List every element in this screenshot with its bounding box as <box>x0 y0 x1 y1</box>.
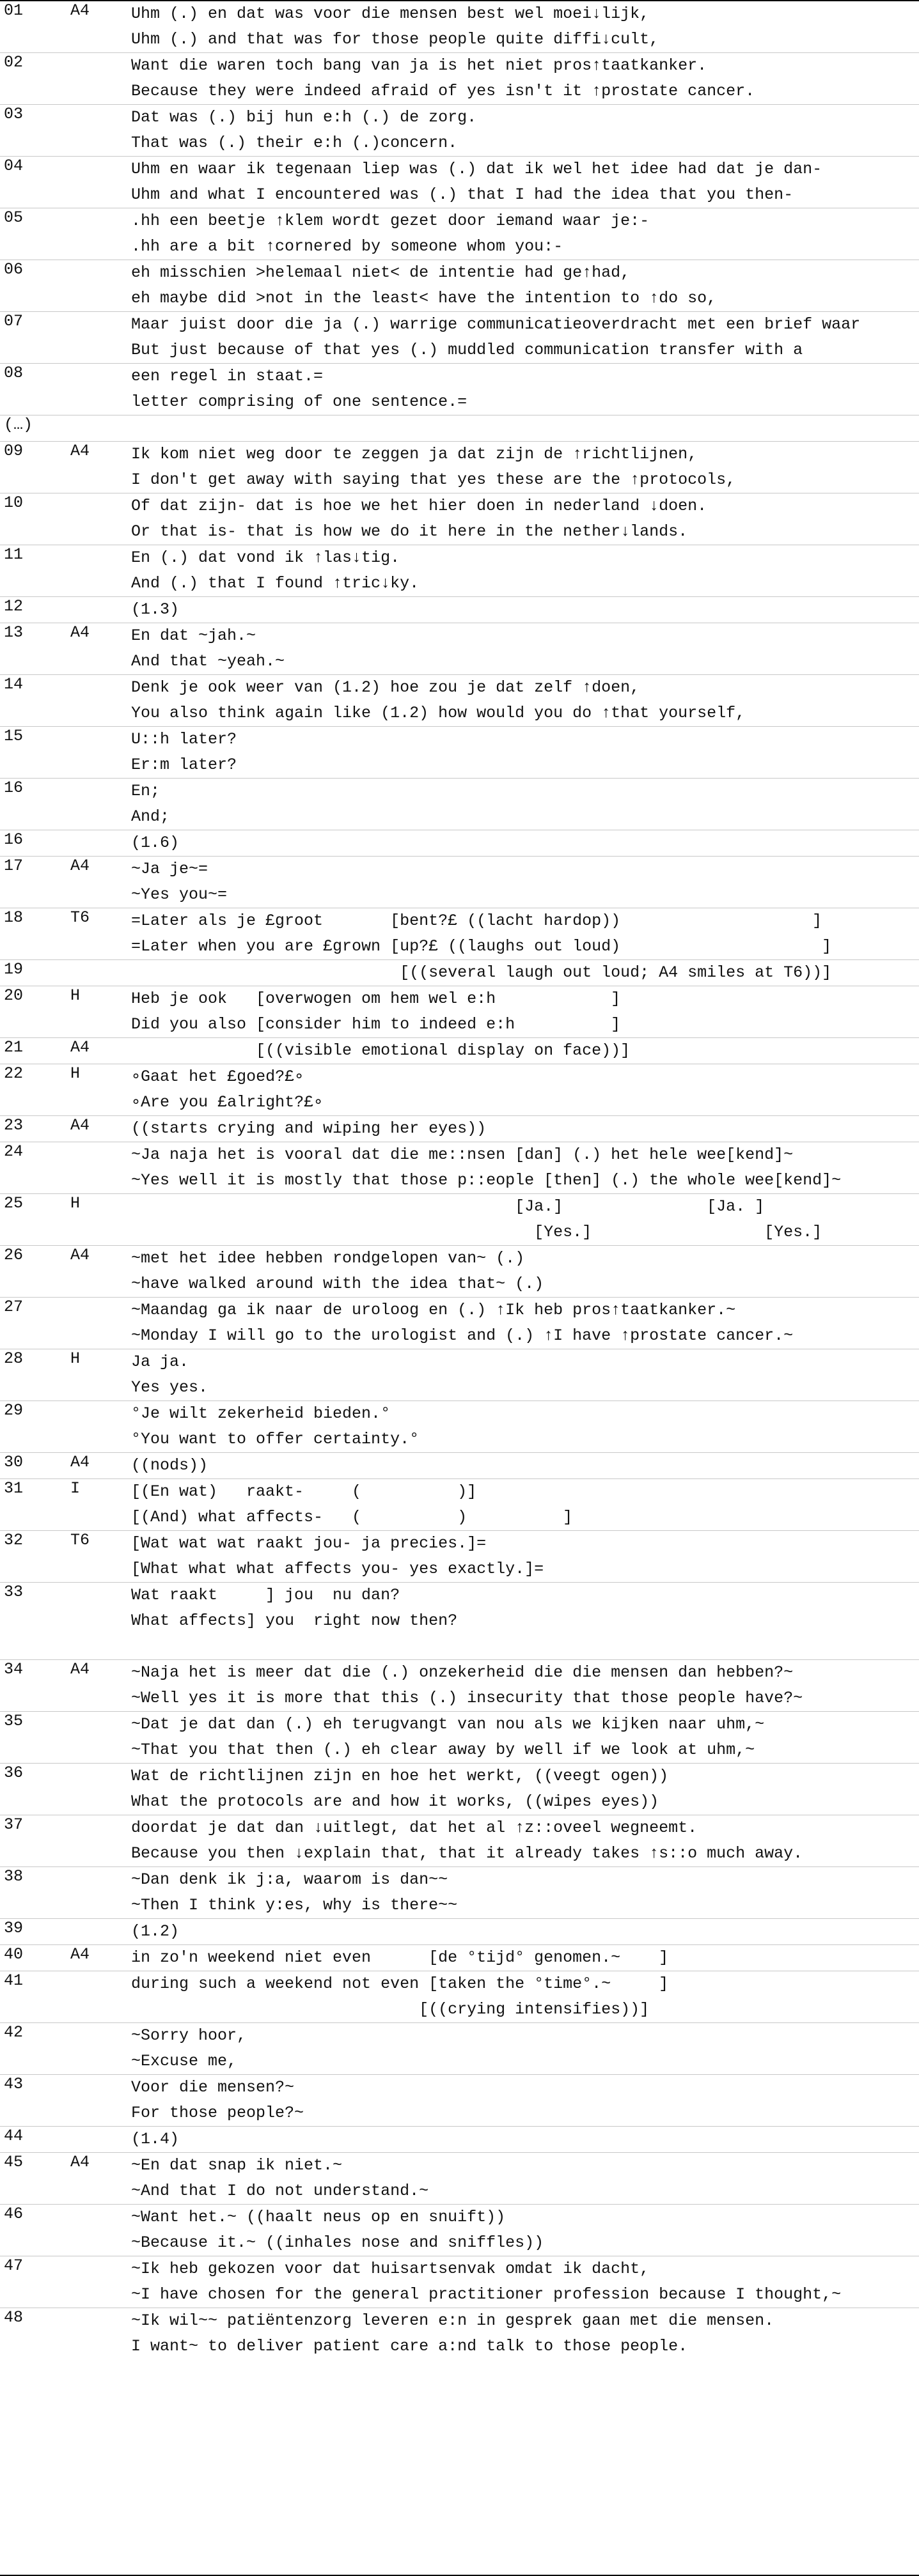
line-number: 15 <box>4 727 24 745</box>
line-number: 41 <box>4 1971 24 1990</box>
utterance <box>131 779 919 830</box>
utterance-original: °Je wilt zekerheid bieden.° <box>131 1404 391 1423</box>
utterance-original: [((several laugh out loud; A4 smiles at T6))] <box>131 963 832 982</box>
transcript-row <box>0 1711 919 1763</box>
transcript-row <box>0 908 919 959</box>
line-number: 25 <box>4 1194 24 1213</box>
speaker-label <box>61 1401 131 1452</box>
utterance <box>131 1349 919 1401</box>
utterance-original: ~Ik wil~~ patiëntenzorg leveren e:n in gesprek gaan met die mensen. <box>131 2311 774 2330</box>
line-number: 13 <box>4 623 24 642</box>
transcript-row <box>0 1245 919 1297</box>
utterance-line: ~That you that then (.) eh clear away by well if we look at uhm,~ <box>131 1741 755 1759</box>
transcript-row <box>0 1064 919 1115</box>
transcript-row <box>0 856 919 908</box>
speaker-label <box>61 208 131 260</box>
utterance-original: Want die waren toch bang van ja is het niet pros↑taatkanker. <box>131 56 707 75</box>
line-number: 21 <box>4 1038 24 1057</box>
utterance-original: Ik kom niet weg door te zeggen ja dat zijn de ↑richtlijnen, <box>131 445 698 463</box>
speaker-label: A4 <box>70 1945 90 1964</box>
utterance-original <box>131 415 919 441</box>
utterance <box>131 1064 919 1115</box>
transcript-row <box>0 959 919 986</box>
line-number: 05 <box>4 208 24 227</box>
utterance-original: ~Ja je~= <box>131 860 208 878</box>
transcript-row <box>0 260 919 311</box>
speaker-label: T6 <box>70 908 90 927</box>
speaker-label <box>61 597 131 623</box>
utterance-original: (1.3) <box>131 600 180 619</box>
utterance <box>131 1038 919 1064</box>
transcript-row <box>0 1971 919 2022</box>
speaker-label <box>61 1298 131 1349</box>
speaker-label <box>61 2127 131 2152</box>
utterance-original: ((starts crying and wiping her eyes)) <box>131 1119 487 1138</box>
transcript-row <box>0 2256 919 2308</box>
utterance <box>131 415 919 441</box>
utterance-line: Or that is- that is how we do it here in the nether↓lands. <box>131 522 688 541</box>
utterance <box>131 1660 919 1711</box>
transcript-row <box>0 104 919 156</box>
utterance <box>131 442 919 493</box>
utterance <box>131 857 919 908</box>
utterance-original: Maar juist door die ja (.) warrige communicatieoverdracht met een brief waar <box>131 315 861 334</box>
line-number: 16 <box>4 779 24 797</box>
utterance-original: (1.4) <box>131 2130 180 2148</box>
line-number: 14 <box>4 675 24 694</box>
utterance-line: And; <box>131 807 170 826</box>
utterance-line: Uhm and what I encountered was (.) that I had the idea that you then- <box>131 185 794 204</box>
line-number: 22 <box>4 1064 24 1083</box>
utterance-original: Ja ja. <box>131 1353 189 1371</box>
utterance <box>131 545 919 596</box>
speaker-label <box>61 2075 131 2126</box>
speaker-label <box>61 364 131 415</box>
speaker-label <box>61 415 131 441</box>
utterance <box>131 1712 919 1763</box>
utterance-original: Wat de richtlijnen zijn en hoe het werkt, ((veegt ogen)) <box>131 1767 669 1785</box>
speaker-label: A4 <box>70 442 90 460</box>
speaker-label <box>61 2256 131 2308</box>
utterance-original: ∘Gaat het £goed?£∘ <box>131 1067 304 1086</box>
utterance-line: You also think again like (1.2) how would you do ↑that yourself, <box>131 704 746 722</box>
utterance <box>131 2205 919 2256</box>
speaker-label <box>61 493 131 545</box>
utterance-line: I don't get away with saying that yes these are the ↑protocols, <box>131 470 736 489</box>
utterance-line: What the protocols are and how it works, ((wipes eyes)) <box>131 1792 659 1811</box>
utterance-original: Uhm (.) en dat was voor die mensen best wel moei↓lijk, <box>131 4 650 23</box>
speaker-label <box>61 53 131 104</box>
utterance <box>131 1764 919 1815</box>
speaker-label <box>61 960 131 986</box>
transcript-row <box>0 1037 919 1064</box>
speaker-label <box>61 727 131 778</box>
line-number: 10 <box>4 493 24 512</box>
utterance <box>131 1116 919 1142</box>
utterance <box>131 1 919 52</box>
speaker-label: H <box>70 986 81 1005</box>
transcript-row <box>0 1478 919 1530</box>
utterance-original: (1.6) <box>131 834 180 852</box>
utterance-line: [(And) what affects- ( ) ] <box>131 1508 573 1526</box>
utterance-original: eh misschien >helemaal niet< de intentie had ge↑had, <box>131 263 631 282</box>
utterance <box>131 1971 919 2022</box>
utterance-line: I want~ to deliver patient care a:nd talk to those people. <box>131 2337 688 2355</box>
transcript-row <box>0 545 919 596</box>
speaker-label <box>61 1712 131 1763</box>
transcript-row <box>0 1582 919 1659</box>
line-number: 39 <box>4 1919 24 1937</box>
utterance <box>131 1583 919 1659</box>
line-number: 04 <box>4 157 24 175</box>
line-number: 03 <box>4 105 24 123</box>
utterance-line: [((crying intensifies))] <box>131 2000 650 2019</box>
speaker-label <box>61 1815 131 1866</box>
utterance <box>131 1945 919 1971</box>
transcript-row <box>0 52 919 104</box>
utterance-line: ~Yes you~= <box>131 885 228 904</box>
utterance <box>131 1194 919 1245</box>
line-number: 38 <box>4 1867 24 1886</box>
utterance-line: ~I have chosen for the general practitioner profession because I thought,~ <box>131 2285 842 2304</box>
line-number: 47 <box>4 2256 24 2275</box>
utterance-line: °You want to offer certainty.° <box>131 1430 420 1448</box>
utterance-line: And (.) that I found ↑tric↓ky. <box>131 574 420 593</box>
utterance-original: .hh een beetje ↑klem wordt gezet door iemand waar je:- <box>131 212 650 230</box>
speaker-label <box>61 2308 131 2359</box>
utterance-line: ~have walked around with the idea that~ (.) <box>131 1275 544 1293</box>
line-number: 27 <box>4 1298 24 1316</box>
utterance <box>131 830 919 856</box>
speaker-label <box>61 1971 131 2022</box>
transcript-row <box>0 1193 919 1245</box>
utterance-line <box>131 1634 919 1659</box>
utterance-line: [Yes.] [Yes.] <box>131 1223 822 1241</box>
transcript-row <box>0 1452 919 1478</box>
transcript-row <box>0 156 919 208</box>
transcript-row <box>0 441 919 493</box>
utterance <box>131 597 919 623</box>
line-number: 36 <box>4 1764 24 1782</box>
utterance-line: Er:m later? <box>131 756 237 774</box>
utterance-line: ~Then I think y:es, why is there~~ <box>131 1896 458 1914</box>
utterance <box>131 727 919 778</box>
line-number: 19 <box>4 960 24 979</box>
line-number: 45 <box>4 2153 24 2171</box>
line-number: 24 <box>4 1142 24 1161</box>
utterance <box>131 675 919 726</box>
transcript-row <box>0 493 919 545</box>
speaker-label: H <box>70 1194 81 1213</box>
line-number: 30 <box>4 1453 24 1471</box>
speaker-label <box>61 1919 131 1944</box>
utterance <box>131 623 919 674</box>
utterance-line: ~Yes well it is mostly that those p::eople [then] (.) the whole wee[kend]~ <box>131 1171 842 1190</box>
utterance <box>131 1298 919 1349</box>
utterance-original: Denk je ook weer van (1.2) hoe zou je dat zelf ↑doen, <box>131 678 640 697</box>
utterance-original: ~Maandag ga ik naar de uroloog en (.) ↑Ik heb pros↑taatkanker.~ <box>131 1301 736 1319</box>
transcript-row <box>0 726 919 778</box>
line-number: 42 <box>4 2023 24 2042</box>
utterance <box>131 986 919 1037</box>
transcript-row <box>0 1866 919 1918</box>
utterance-original: [((visible emotional display on face))] <box>131 1041 631 1060</box>
utterance <box>131 1531 919 1582</box>
line-number: 35 <box>4 1712 24 1730</box>
speaker-label: A4 <box>70 1453 90 1471</box>
line-number: 31 <box>4 1479 24 1498</box>
transcript-row <box>0 1142 919 1193</box>
line-number: 48 <box>4 2308 24 2327</box>
utterance-original: En; <box>131 782 161 800</box>
utterance-original: in zo'n weekend niet even [de °tijd° genomen.~ ] <box>131 1948 669 1967</box>
utterance-line: Uhm (.) and that was for those people quite diffi↓cult, <box>131 30 659 49</box>
utterance-original: ~En dat snap ik niet.~ <box>131 2156 343 2175</box>
utterance-line: Because you then ↓explain that, that it already takes ↑s::o much away. <box>131 1844 803 1863</box>
utterance <box>131 1453 919 1478</box>
utterance <box>131 1479 919 1530</box>
transcript-row <box>0 778 919 830</box>
utterance-original: Wat raakt ] jou nu dan? <box>131 1586 400 1604</box>
transcript-row <box>0 2204 919 2256</box>
transcript-row <box>0 830 919 856</box>
utterance <box>131 2153 919 2204</box>
line-number: 12 <box>4 597 24 616</box>
line-number: 20 <box>4 986 24 1005</box>
utterance-original: ~Dan denk ik j:a, waarom is dan~~ <box>131 1870 448 1889</box>
line-number: 33 <box>4 1583 24 1601</box>
utterance-line: For those people?~ <box>131 2104 304 2122</box>
transcript-row <box>0 1530 919 1582</box>
transcript-row <box>0 596 919 623</box>
transcript-row <box>0 1349 919 1401</box>
speaker-label <box>61 830 131 856</box>
utterance-original: een regel in staat.= <box>131 367 324 385</box>
utterance-original: ~Ja naja het is vooral dat die me::nsen [dan] (.) het hele wee[kend]~ <box>131 1145 794 1164</box>
utterance <box>131 2256 919 2308</box>
transcript-row <box>0 2152 919 2204</box>
utterance <box>131 1867 919 1918</box>
transcript-row <box>0 674 919 726</box>
line-number: 28 <box>4 1349 24 1368</box>
speaker-label <box>61 1764 131 1815</box>
line-number: 08 <box>4 364 24 382</box>
utterance <box>131 364 919 415</box>
transcript-row <box>0 2074 919 2126</box>
speaker-label <box>61 545 131 596</box>
utterance-original: U::h later? <box>131 730 237 749</box>
transcript-row <box>0 311 919 363</box>
speaker-label: A4 <box>70 857 90 875</box>
speaker-label <box>61 1142 131 1193</box>
line-number: 34 <box>4 1660 24 1679</box>
line-number: 16 <box>4 830 24 849</box>
utterance <box>131 493 919 545</box>
utterance <box>131 2127 919 2152</box>
line-number: 46 <box>4 2205 24 2223</box>
transcript-row <box>0 1401 919 1452</box>
utterance-original: Heb je ook [overwogen om hem wel e:h ] <box>131 989 621 1008</box>
utterance-original: Of dat zijn- dat is hoe we het hier doen in nederland ↓doen. <box>131 497 707 515</box>
speaker-label <box>61 260 131 311</box>
line-number: 18 <box>4 908 24 927</box>
utterance-line: But just because of that yes (.) muddled communication transfer with a <box>131 341 803 359</box>
speaker-label <box>61 675 131 726</box>
transcript-row <box>0 1944 919 1971</box>
speaker-label: H <box>70 1064 81 1083</box>
line-number: 11 <box>4 545 24 564</box>
speaker-label <box>61 1867 131 1918</box>
utterance <box>131 960 919 986</box>
line-number: 02 <box>4 53 24 72</box>
speaker-label: A4 <box>70 1038 90 1057</box>
utterance-line: [What what what affects you- yes exactly.]= <box>131 1560 544 1578</box>
utterance-original: En (.) dat vond ik ↑las↓tig. <box>131 548 400 567</box>
transcript-row <box>0 623 919 674</box>
transcript-row <box>0 1 919 52</box>
speaker-label <box>61 157 131 208</box>
utterance <box>131 53 919 104</box>
utterance <box>131 2023 919 2074</box>
utterance-line: ~Well yes it is more that this (.) insecurity that those people have?~ <box>131 1689 803 1707</box>
transcript-row <box>0 208 919 260</box>
utterance-line: And that ~yeah.~ <box>131 652 285 671</box>
utterance-line: That was (.) their e:h (.)concern. <box>131 134 458 152</box>
line-number: 44 <box>4 2127 24 2145</box>
line-number: 43 <box>4 2075 24 2093</box>
utterance <box>131 1919 919 1944</box>
utterance-line: What affects] you right now then? <box>131 1611 458 1630</box>
utterance <box>131 208 919 260</box>
utterance-line: eh maybe did >not in the least< have the intention to ↑do so, <box>131 289 717 307</box>
transcript-row <box>0 1815 919 1866</box>
utterance-line: ∘Are you £alright?£∘ <box>131 1093 324 1112</box>
speaker-label: T6 <box>70 1531 90 1549</box>
line-number: 17 <box>4 857 24 875</box>
line-number: 07 <box>4 312 24 330</box>
line-number: 09 <box>4 442 24 460</box>
line-number: 23 <box>4 1116 24 1135</box>
line-number: 40 <box>4 1945 24 1964</box>
utterance-line: Because they were indeed afraid of yes isn't it ↑prostate cancer. <box>131 82 755 100</box>
utterance-line: =Later when you are £grown [up?£ ((laughs out loud) ] <box>131 937 832 956</box>
line-number: 29 <box>4 1401 24 1420</box>
utterance-original: [Ja.] [Ja. ] <box>131 1197 765 1216</box>
utterance <box>131 312 919 363</box>
transcript-row <box>0 1115 919 1142</box>
utterance-original: during such a weekend not even [taken the °time°.~ ] <box>131 1975 669 1993</box>
speaker-label: A4 <box>70 1246 90 1264</box>
utterance-original: ~Want het.~ ((haalt neus op en snuift)) <box>131 2208 506 2226</box>
transcript-row <box>0 2022 919 2074</box>
utterance <box>131 908 919 959</box>
line-number: 06 <box>4 260 24 279</box>
utterance-original: ~Sorry hoor, <box>131 2026 247 2045</box>
utterance-original: ~met het idee hebben rondgelopen van~ (.) <box>131 1249 525 1268</box>
utterance-original: doordat je dat dan ↓uitlegt, dat het al ↑z::oveel wegneemt. <box>131 1819 698 1837</box>
utterance-original: ((nods)) <box>131 1456 208 1475</box>
utterance-line: .hh are a bit ↑cornered by someone whom you:- <box>131 237 563 256</box>
utterance-line: ~Because it.~ ((inhales nose and sniffles)) <box>131 2233 544 2252</box>
utterance-original: En dat ~jah.~ <box>131 626 256 645</box>
transcript-row <box>0 415 919 441</box>
utterance-line: letter comprising of one sentence.= <box>131 392 467 411</box>
line-number: 32 <box>4 1531 24 1549</box>
utterance <box>131 2075 919 2126</box>
speaker-label <box>61 779 131 830</box>
utterance-original: [(En wat) raakt- ( )] <box>131 1482 477 1501</box>
transcript-row <box>0 2126 919 2152</box>
utterance <box>131 1401 919 1452</box>
speaker-label <box>61 2205 131 2256</box>
utterance-line: Yes yes. <box>131 1378 208 1397</box>
utterance <box>131 157 919 208</box>
utterance <box>131 1142 919 1193</box>
transcript-row <box>0 1659 919 1711</box>
utterance <box>131 2308 919 2359</box>
utterance-line: ~Monday I will go to the urologist and (.) ↑I have ↑prostate cancer.~ <box>131 1326 794 1345</box>
speaker-label: A4 <box>70 1660 90 1679</box>
utterance-line: ~And that I do not understand.~ <box>131 2182 429 2200</box>
line-number: (…) <box>4 415 33 434</box>
transcript-row <box>0 986 919 1037</box>
line-number: 01 <box>4 1 24 20</box>
transcript-row <box>0 2308 919 2359</box>
utterance <box>131 1815 919 1866</box>
speaker-label: A4 <box>70 623 90 642</box>
utterance <box>131 105 919 156</box>
speaker-label: A4 <box>70 1 90 20</box>
utterance-original: (1.2) <box>131 1922 180 1941</box>
transcript-row <box>0 1297 919 1349</box>
speaker-label <box>61 105 131 156</box>
speaker-label <box>61 312 131 363</box>
utterance-original: Uhm en waar ik tegenaan liep was (.) dat ik wel het idee had dat je dan- <box>131 160 822 178</box>
transcript-row <box>0 1763 919 1815</box>
speaker-label: I <box>70 1479 81 1498</box>
utterance-original: ~Naja het is meer dat die (.) onzekerheid die die mensen dan hebben?~ <box>131 1663 794 1682</box>
line-number: 37 <box>4 1815 24 1834</box>
utterance <box>131 260 919 311</box>
speaker-label: A4 <box>70 2153 90 2171</box>
speaker-label: A4 <box>70 1116 90 1135</box>
transcript-row <box>0 363 919 415</box>
utterance-line: Did you also [consider him to indeed e:h ] <box>131 1015 621 1034</box>
speaker-label <box>61 2023 131 2074</box>
speaker-label: H <box>70 1349 81 1368</box>
utterance-original: [Wat wat wat raakt jou- ja precies.]= <box>131 1534 487 1553</box>
utterance-original: ~Dat je dat dan (.) eh terugvangt van nou als we kijken naar uhm,~ <box>131 1715 765 1734</box>
speaker-label <box>61 1583 131 1659</box>
utterance-original: =Later als je £groot [bent?£ ((lacht hardop)) ] <box>131 912 822 930</box>
utterance-original: ~Ik heb gekozen voor dat huisartsenvak omdat ik dacht, <box>131 2260 650 2278</box>
utterance <box>131 1246 919 1297</box>
utterance-original: Voor die mensen?~ <box>131 2078 295 2097</box>
utterance-original: Dat was (.) bij hun e:h (.) de zorg. <box>131 108 477 127</box>
utterance-line: ~Excuse me, <box>131 2052 237 2070</box>
transcript-row <box>0 1918 919 1944</box>
line-number: 26 <box>4 1246 24 1264</box>
